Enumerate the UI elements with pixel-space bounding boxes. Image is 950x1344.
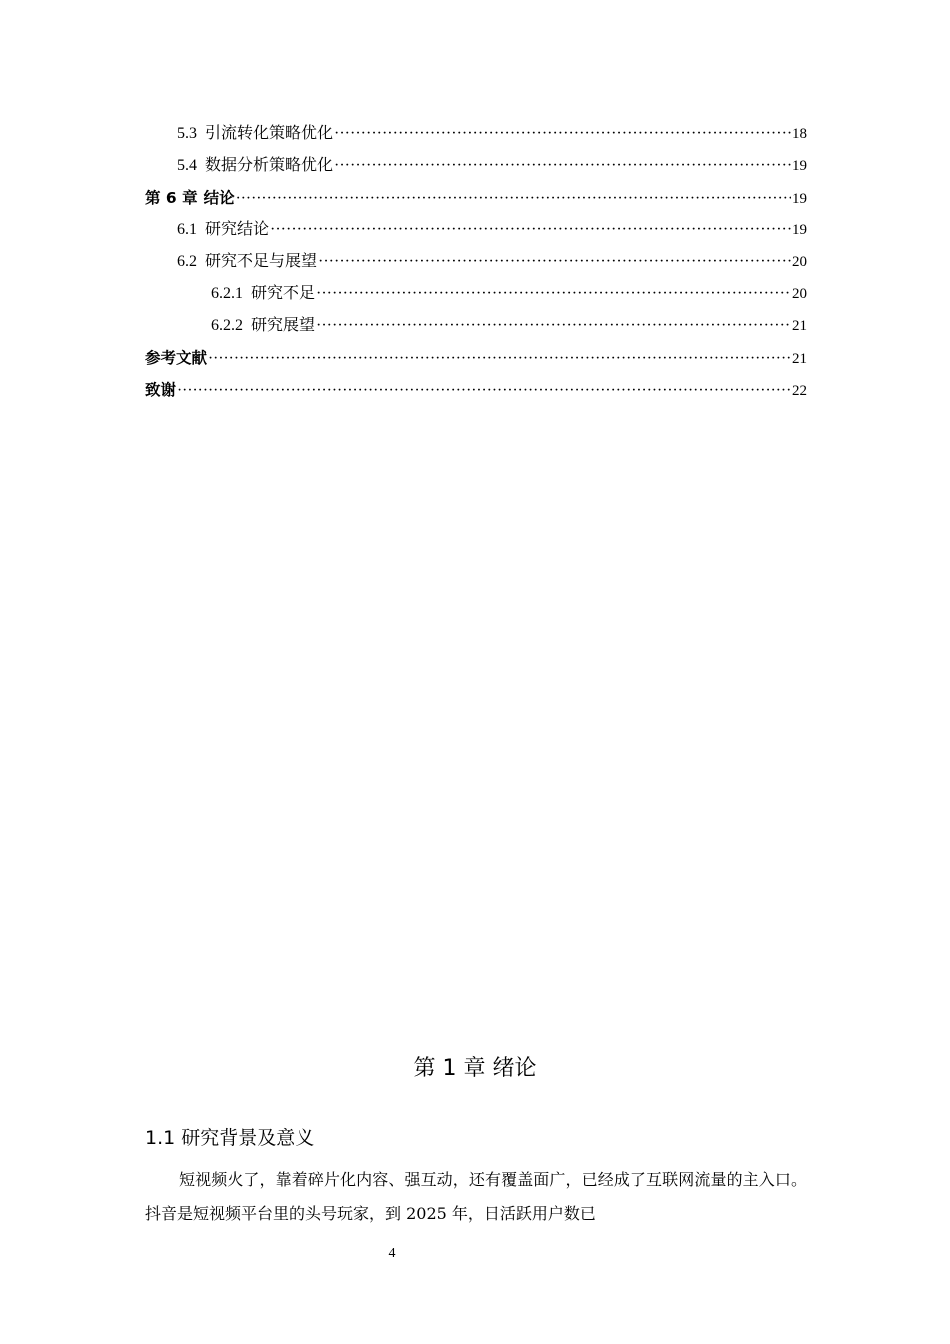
toc-dot-leader bbox=[270, 214, 791, 246]
toc-entry-title: 参考文献 bbox=[145, 349, 208, 367]
toc-dot-leader bbox=[318, 246, 791, 278]
toc-entry-number: 6.2.1 bbox=[211, 285, 243, 302]
toc-entry-number: 6.2.2 bbox=[211, 317, 243, 334]
toc-entry[interactable] bbox=[145, 214, 807, 246]
toc-entry-number: 第 6 章 bbox=[145, 189, 198, 207]
toc-entry-page: 20 bbox=[792, 286, 807, 302]
toc-entry[interactable] bbox=[145, 118, 807, 150]
toc-entry-page: 18 bbox=[792, 126, 807, 142]
toc-dot-leader bbox=[177, 375, 791, 407]
section-heading: 1.1 研究背景及意义 bbox=[145, 1127, 315, 1149]
toc-entry-page: 21 bbox=[792, 351, 807, 367]
toc-entry-number: 6.1 bbox=[177, 221, 197, 238]
toc-entry[interactable] bbox=[145, 310, 807, 342]
toc-entry-page: 19 bbox=[792, 191, 807, 207]
toc-entry-title: 研究不足 bbox=[251, 285, 316, 302]
toc-entry[interactable] bbox=[145, 150, 807, 182]
toc-entry-page: 22 bbox=[792, 383, 807, 399]
toc-entry-page: 20 bbox=[792, 254, 807, 270]
toc-entry-page: 21 bbox=[792, 318, 807, 334]
body-paragraph: 短视频火了，靠着碎片化内容、强互动，还有覆盖面广，已经成了互联网流量的主入口。抖音是短视频平台里的头号玩家，到 2025 年，日活跃用户数已 bbox=[145, 1170, 807, 1223]
chapter-heading: 第 1 章 绪论 bbox=[413, 1056, 537, 1081]
toc-entry-title: 研究不足与展望 bbox=[205, 253, 318, 270]
toc-entry[interactable] bbox=[145, 182, 807, 214]
toc-dot-leader bbox=[334, 118, 791, 150]
toc-entry[interactable] bbox=[145, 342, 807, 374]
page-number: 4 bbox=[388, 1246, 396, 1261]
toc-entry-title: 研究展望 bbox=[251, 317, 316, 334]
toc-entry-title: 结论 bbox=[203, 189, 235, 207]
toc-entry-title: 数据分析策略优化 bbox=[205, 157, 334, 174]
toc-dot-leader bbox=[208, 343, 791, 375]
toc-dot-leader bbox=[236, 183, 791, 215]
toc-entry-title: 致谢 bbox=[145, 381, 177, 399]
toc-entry-page: 19 bbox=[792, 158, 807, 174]
toc-dot-leader bbox=[334, 150, 791, 182]
toc-entry-number: 6.2 bbox=[177, 253, 197, 270]
toc-entry[interactable] bbox=[145, 278, 807, 310]
toc-entry-number: 5.3 bbox=[177, 125, 197, 142]
toc-entry[interactable] bbox=[145, 374, 807, 406]
toc-entry-number: 5.4 bbox=[177, 157, 197, 174]
toc-entry-title: 研究结论 bbox=[205, 221, 270, 238]
table-of-contents bbox=[145, 118, 807, 406]
toc-dot-leader bbox=[316, 278, 791, 310]
toc-dot-leader bbox=[316, 310, 791, 342]
toc-entry-title: 引流转化策略优化 bbox=[205, 125, 334, 142]
toc-entry[interactable] bbox=[145, 246, 807, 278]
toc-entry-page: 19 bbox=[792, 222, 807, 238]
